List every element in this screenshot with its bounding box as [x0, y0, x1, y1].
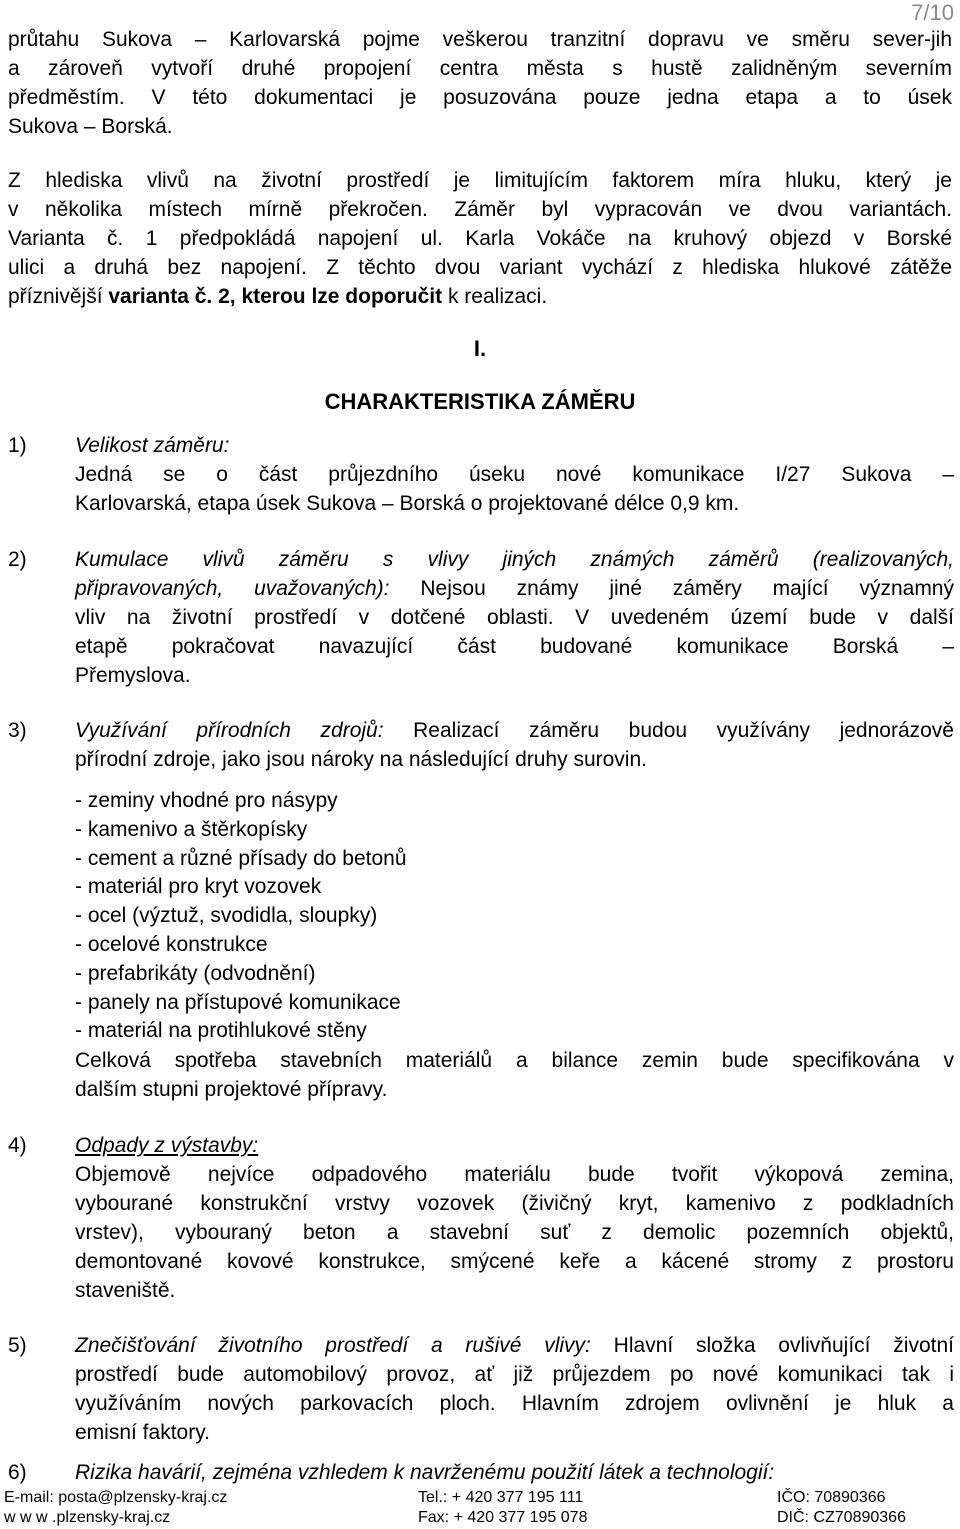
- footer-phone: Tel.: + 420 377 195 111: [418, 1489, 584, 1506]
- item-title: Rizika havárií, zejména vzhledem k navrženému použití látek a technologií:: [75, 1461, 775, 1484]
- text-line: Přemyslova.: [75, 664, 191, 687]
- list-item: - prefabrikáty (odvodnění): [75, 961, 316, 985]
- text-line: demontované kovové konstrukce, smýcené keře a kácené stromy z prostoru: [75, 1250, 954, 1273]
- conclusion-line: [8, 282, 952, 311]
- section-number: I.: [473, 336, 487, 361]
- item-title: Odpady z výstavby:: [75, 1134, 259, 1157]
- item-text: Hlavní složka ovlivňující životní: [590, 1334, 954, 1357]
- item-title: Velikost záměru:: [75, 434, 230, 457]
- text-line: [75, 574, 954, 603]
- list-item: - panely na přístupové komunikace: [75, 990, 401, 1014]
- item-title: Znečišťování životního prostředí a rušivé vlivy:: [75, 1334, 591, 1357]
- item-number: 6): [8, 1461, 27, 1484]
- text-line: vliv na životní prostředí v dotčené oblasti. V uvedeném území bude v další: [75, 606, 954, 629]
- noise-paragraph: [8, 166, 952, 311]
- text-line: předměstím. V této dokumentaci je posuzována pouze jedna etapa a to úsek: [8, 86, 952, 109]
- text-line: vybourané konstrukční vrstvy vozovek (živičný kryt, kamenivo z podkladních: [75, 1192, 954, 1215]
- item-number: 1): [8, 434, 27, 457]
- item-title-cont: připravovaných, uvažovaných):: [75, 577, 390, 600]
- item-size: [75, 431, 954, 518]
- item-number: 2): [8, 548, 27, 571]
- item-text: Nejsou známy jiné záměry mající významný: [389, 577, 954, 600]
- item-title: Využívání přírodních zdrojů:: [75, 719, 384, 742]
- list-item: - kamenivo a štěrkopísky: [75, 817, 308, 841]
- text-line: staveniště.: [75, 1279, 176, 1302]
- text-line: [75, 716, 954, 745]
- item-number: 3): [8, 719, 27, 742]
- page-footer: [0, 1488, 960, 1529]
- footer-fax: Fax: + 420 377 195 078: [418, 1509, 588, 1526]
- item-cumulation: [75, 545, 954, 690]
- section-title: CHARAKTERISTIKA ZÁMĚRU: [324, 389, 636, 414]
- item-number: 5): [8, 1334, 27, 1357]
- item-waste: [75, 1131, 954, 1305]
- text-line: Objemově nejvíce odpadového materiálu bude tvořit výkopová zemina,: [75, 1163, 954, 1186]
- item-pollution: [75, 1331, 954, 1447]
- text-line: [75, 1331, 954, 1360]
- text-line: Jedná se o část průjezdního úseku nové komunikace I/27 Sukova –: [75, 463, 954, 486]
- footer-email: E-mail: posta@plzensky-kraj.cz: [4, 1489, 228, 1506]
- list-item: - materiál pro kryt vozovek: [75, 875, 322, 899]
- recommended-variant: varianta č. 2, kterou lze doporučit: [108, 285, 443, 308]
- list-item: - zeminy vhodné pro násypy: [75, 789, 338, 812]
- item-title: Kumulace vlivů záměru s vlivy jiných známých záměrů (realizovaných,: [75, 548, 954, 571]
- text-line: Varianta č. 1 předpokládá napojení ul. Karla Vokáče na kruhový objezd v Borské: [8, 227, 952, 250]
- item-risks: [75, 1458, 954, 1487]
- page-number: 7/10: [911, 0, 954, 25]
- text-line: ulici a druhá bez napojení. Z těchto dvou variant vychází z hlediska hlukové zátěže: [8, 256, 952, 279]
- text-line: prostředí bude automobilový provoz, ať již průjezdem po nové komunikaci tak i: [75, 1363, 954, 1386]
- text-line: etapě pokračovat navazující část budované komunikace Borská –: [75, 635, 954, 658]
- list-item: - ocel (výztuž, svodidla, sloupky): [75, 904, 378, 928]
- text-line: Z hlediska vlivů na životní prostředí je limitujícím faktorem míra hluku, který je: [8, 169, 952, 192]
- text-line: vrstev), vybouraný beton a stavební suť z demolic pozemních objektů,: [75, 1221, 954, 1244]
- intro-paragraph: [8, 25, 952, 141]
- list-item: - cement a různé přísady do betonů: [75, 846, 407, 870]
- text-line: emisní faktory.: [75, 1421, 210, 1444]
- text-line: využíváním nových parkovacích ploch. Hlavním zdrojem ovlivnění je hluk a: [75, 1392, 954, 1415]
- text-line: v několika místech mírně překročen. Záměr byl vypracován ve dvou variantách.: [8, 198, 952, 221]
- text-line: dalším stupni projektové přípravy.: [75, 1078, 388, 1102]
- text-line: Celková spotřeba stavebních materiálů a bilance zemin bude specifikována v: [75, 1049, 954, 1073]
- item-number: 4): [8, 1134, 27, 1157]
- item-resources: [75, 716, 954, 774]
- list-item: - materiál na protihlukové stěny: [75, 1019, 367, 1043]
- text-line: Karlovarská, etapa úsek Sukova – Borská o projektované délce 0,9 km.: [75, 492, 740, 515]
- materials-list: [75, 787, 954, 1104]
- footer-ico: IČO: 70890366: [777, 1489, 886, 1506]
- text-line: Sukova – Borská.: [8, 115, 173, 138]
- list-item: - ocelové konstrukce: [75, 932, 268, 956]
- text-line: přírodní zdroje, jako jsou nároky na následující druhy surovin.: [75, 748, 647, 771]
- conclusion-end: k realizaci.: [442, 285, 548, 308]
- conclusion-start: příznivější: [8, 285, 109, 308]
- item-text: Realizací záměru budou využívány jednorázově: [383, 719, 954, 742]
- footer-website: w w w .plzensky-kraj.cz: [4, 1509, 171, 1526]
- text-line: a zároveň vytvoří druhé propojení centra města s hustě zalidněným severním: [8, 57, 952, 80]
- text-line: průtahu Sukova – Karlovarská pojme veškerou tranzitní dopravu ve směru sever-jih: [8, 28, 952, 51]
- footer-dic: DIČ: CZ70890366: [777, 1509, 906, 1526]
